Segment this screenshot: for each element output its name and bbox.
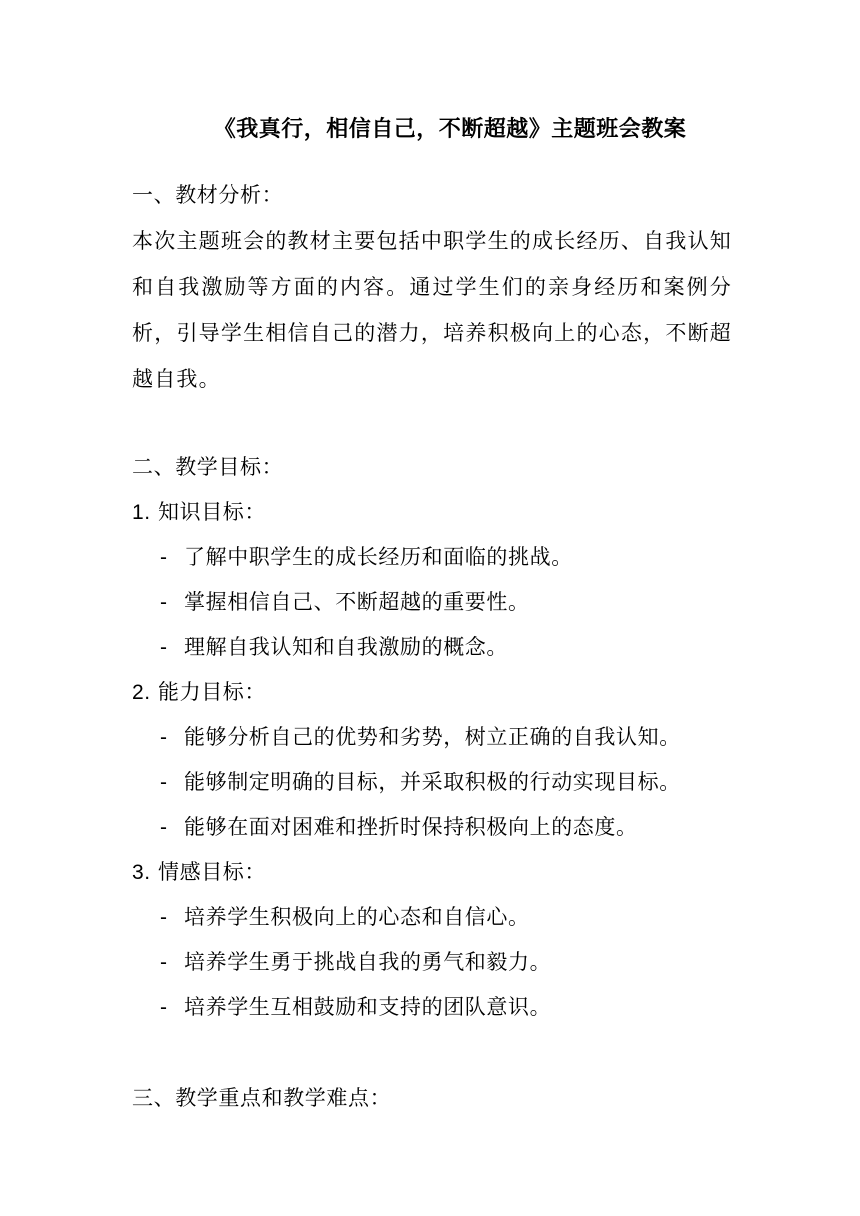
list-item-text: 能够分析自己的优势和劣势，树立正确的自我认知。 — [184, 725, 681, 749]
list-item-text: 培养学生积极向上的心态和自信心。 — [184, 905, 530, 929]
section-heading-objectives: 二、教学目标： — [132, 455, 284, 479]
list-item-text: 理解自我认知和自我激励的概念。 — [184, 635, 508, 659]
list-item — [160, 947, 760, 978]
objective-group-label: 知识目标： — [158, 500, 266, 524]
section-heading-analysis: 一、教材分析： — [132, 183, 284, 207]
document-title: 《我真行，相信自己，不断超越》主题班会教案 — [213, 116, 687, 142]
bullet-dash: - — [160, 636, 168, 659]
objective-group-knowledge — [132, 497, 732, 528]
list-item — [160, 722, 760, 753]
analysis-paragraph: 本次主题班会的教材主要包括中职学生的成长经历、自我认知和自我激励等方面的内容。通过学生们的亲身经历和案例分析，引导学生相信自己的潜力，培养积极向上的心态，不断超越自我。 — [132, 229, 732, 391]
list-item — [160, 902, 760, 933]
list-item — [160, 632, 760, 663]
section-heading-key-points: 三、教学重点和教学难点： — [132, 1086, 392, 1110]
objective-group-label: 能力目标： — [158, 680, 266, 704]
bullet-dash: - — [160, 951, 168, 974]
list-item — [160, 587, 760, 618]
list-item — [160, 812, 760, 843]
list-item-text: 培养学生勇于挑战自我的勇气和毅力。 — [184, 950, 552, 974]
list-item-text: 能够在面对困难和挫折时保持积极向上的态度。 — [184, 815, 638, 839]
bullet-dash: - — [160, 906, 168, 929]
bullet-dash: - — [160, 546, 168, 569]
objective-group-ability — [132, 677, 732, 708]
list-item-text: 能够制定明确的目标，并采取积极的行动实现目标。 — [184, 770, 681, 794]
list-item-text: 了解中职学生的成长经历和面临的挑战。 — [184, 545, 573, 569]
bullet-dash: - — [160, 816, 168, 839]
list-number: 1. — [132, 501, 151, 524]
list-number: 3. — [132, 861, 151, 884]
objective-group-label: 情感目标： — [158, 860, 266, 884]
bullet-dash: - — [160, 726, 168, 749]
list-item — [160, 767, 760, 798]
list-item-text: 培养学生互相鼓励和支持的团队意识。 — [184, 995, 552, 1019]
list-item — [160, 992, 760, 1023]
list-number: 2. — [132, 681, 151, 704]
objective-group-emotion — [132, 857, 732, 888]
bullet-dash: - — [160, 591, 168, 614]
list-item-text: 掌握相信自己、不断超越的重要性。 — [184, 590, 530, 614]
bullet-dash: - — [160, 771, 168, 794]
bullet-dash: - — [160, 996, 168, 1019]
list-item — [160, 542, 760, 573]
